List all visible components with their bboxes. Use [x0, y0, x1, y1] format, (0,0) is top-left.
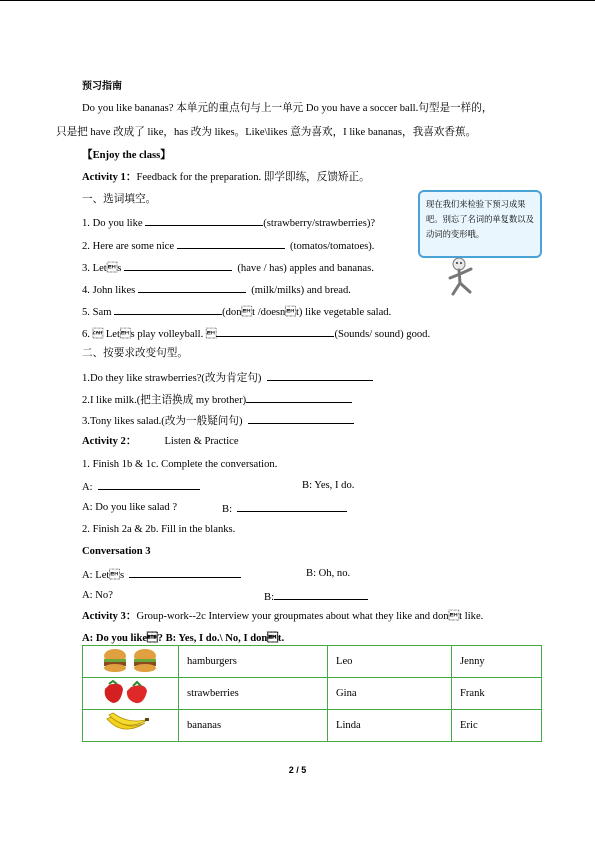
b-label: B: [222, 504, 233, 515]
intro-line-2: 只是把 have 改成了 like，has 改为 likes。Like\likes 意为喜欢，I like bananas，我喜欢香蕉。 [56, 127, 477, 138]
question-1 [82, 215, 375, 230]
activity-2-label: Activity 2： [82, 436, 137, 447]
question-6 [82, 326, 430, 341]
conv3-b-blank[interactable] [274, 589, 368, 600]
conv-a-line [82, 479, 200, 494]
section-2-title: 二、按要求改变句型。 [82, 348, 188, 359]
finish-1: 1. Finish 1b & 1c. Complete the conversation. [82, 459, 278, 470]
intro-line-1: Do you like bananas? 本单元的重点句与上一单元 Do you have a soccer ball.句型是一样的， [82, 103, 493, 114]
q5-blank[interactable] [114, 304, 222, 315]
q1-options: (strawberry/strawberries)? [263, 218, 376, 229]
q3-options: (have / has) apples and bananas. [237, 263, 374, 274]
s2-prompt: 2.I like milk.(把主语换成 my brother) [82, 395, 247, 406]
conversation-3-title: Conversation 3 [82, 546, 151, 557]
table-row [83, 646, 542, 678]
name-cell: Eric [452, 710, 542, 742]
enjoy-title: 【Enjoy the class】 [82, 150, 171, 161]
s1-prompt: 1.Do they like strawberries?(改为肯定句) [82, 373, 262, 384]
banana-icon [83, 710, 179, 742]
question-2 [82, 238, 374, 253]
activity-1 [82, 171, 370, 184]
a-lets: A: Lets [82, 570, 125, 581]
q2-options: (tomatos/tomatoes). [290, 241, 375, 252]
b-colon: B: [264, 592, 275, 603]
interview-table [82, 645, 542, 742]
q1-prompt: 1. Do you like [82, 218, 143, 229]
q4-options: (milk/milks) and bread. [251, 285, 351, 296]
sentence-1 [82, 370, 373, 385]
question-4 [82, 282, 351, 297]
section-1-title: 一、选词填空。 [82, 194, 157, 205]
activity-2-text: Listen & Practice [164, 436, 239, 447]
activity-2 [82, 435, 239, 448]
q4-prompt: 4. John likes [82, 285, 136, 296]
table-row [83, 678, 542, 710]
activity-1-label: Activity 1： [82, 172, 137, 183]
sentence-3 [82, 413, 354, 428]
heading: 预习指南 [82, 81, 122, 92]
strawberry-icon [83, 678, 179, 710]
food-cell: strawberries [179, 678, 328, 710]
food-cell: bananas [179, 710, 328, 742]
tip-bubble [418, 190, 542, 258]
question-5 [82, 304, 391, 319]
conv-b-blank[interactable] [237, 501, 347, 512]
q6-blank[interactable] [216, 326, 334, 337]
q2-prompt: 2. Here are some nice [82, 241, 175, 252]
activity-3-label: Activity 3： [82, 611, 137, 622]
q4-blank[interactable] [138, 282, 246, 293]
food-cell: hamburgers [179, 646, 328, 678]
q2-blank[interactable] [177, 238, 285, 249]
name-cell: Jenny [452, 646, 542, 678]
conv3-a-no: A: No? [82, 590, 113, 601]
s3-blank[interactable] [248, 413, 354, 424]
activity-3 [82, 610, 483, 623]
conv3-a-line [82, 567, 241, 582]
conv-b-yes: B: Yes, I do. [302, 480, 355, 491]
question-3 [82, 260, 374, 275]
sentence-2 [82, 392, 352, 407]
finish-2: 2. Finish 2a & 2b. Fill in the blanks. [82, 524, 236, 535]
dialogue-model: A: Do you like? B: Yes, I do.\ No, I dont. [82, 633, 285, 644]
conv-a-salad: A: Do you like salad ? [82, 502, 178, 513]
q3-prompt: 3. Lets [82, 263, 122, 274]
table-row [83, 710, 542, 742]
q3-blank[interactable] [124, 260, 232, 271]
conv3-a-blank[interactable] [129, 567, 241, 578]
name-cell: Frank [452, 678, 542, 710]
conv3-b-line [264, 589, 368, 604]
page-number: 2 / 5 [288, 765, 307, 775]
conv-b-line [222, 501, 347, 516]
conv-a-blank[interactable] [98, 479, 200, 490]
name-cell: Linda [328, 710, 452, 742]
q5-prompt: 5. Sam [82, 307, 112, 318]
header-rule [0, 0, 595, 1]
s3-prompt: 3.Tony likes salad.(改为一般疑问句) [82, 416, 243, 427]
activity-3-text: Group-work--2c Interview your groupmates about what they like and dont like. [136, 611, 484, 622]
conv3-b-ohno: B: Oh, no. [306, 568, 351, 579]
q6-prompt: 6.  Lets play volleyball.  [82, 329, 217, 340]
q6-options: (Sounds/ sound) good. [334, 329, 431, 340]
s1-blank[interactable] [267, 370, 373, 381]
tip-text: 现在我们来检验下预习成果吧。别忘了名词的单复数以及动词的变形哦。 [426, 199, 534, 239]
hamburger-icon [83, 646, 179, 678]
thinking-figure-icon [445, 256, 479, 296]
q1-blank[interactable] [145, 215, 263, 226]
q5-options: (dont /doesnt) like vegetable salad. [222, 307, 392, 318]
name-cell: Leo [328, 646, 452, 678]
a-label: A: [82, 482, 93, 493]
s2-blank[interactable] [246, 392, 352, 403]
activity-1-text: Feedback for the preparation. 即学即练，反馈矫正。 [136, 172, 370, 183]
name-cell: Gina [328, 678, 452, 710]
